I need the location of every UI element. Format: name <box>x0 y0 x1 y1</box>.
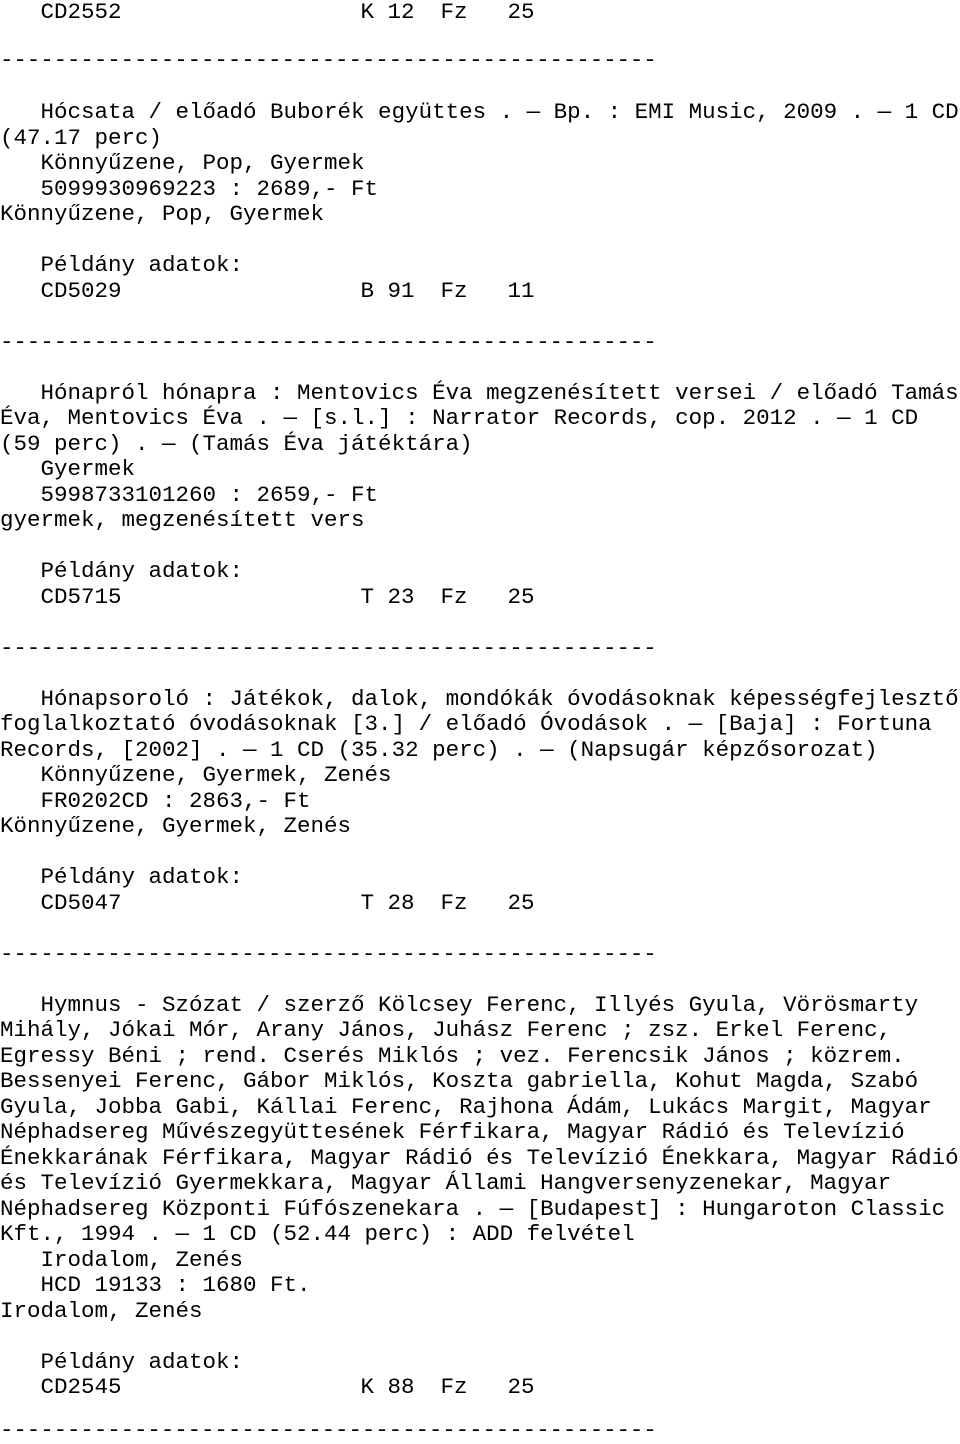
record-description-line: foglalkoztató óvodásoknak [3.] / előadó Óvodások . — [Baja] : Fortuna <box>0 711 932 737</box>
copy-line <box>41 279 535 305</box>
record-description-line: Mihály, Jókai Mór, Arany János, Juhász Ferenc ; zsz. Erkel Ferenc, <box>0 1017 892 1043</box>
copy-section: Fz <box>440 1374 468 1400</box>
copy-shelf: K 88 <box>360 1374 415 1400</box>
copy-id: CD5715 <box>40 583 122 610</box>
record-description-line: Hymnus - Szózat / szerző Kölcsey Ferenc, Illyés Gyula, Vörösmarty <box>0 991 919 1018</box>
copy-heading: Példány adatok: <box>40 1348 244 1375</box>
separator: ------------------------------------------------- <box>0 634 657 661</box>
record-description-line: Bessenyei Ferenc, Gábor Miklós, Koszta gabriella, Kohut Magda, Szabó <box>0 1068 919 1094</box>
separator: ------------------------------------------------- <box>0 47 657 73</box>
record-description-line: Énekkarának Férfikara, Magyar Rádió és Televízió Énekkara, Magyar Rádió <box>0 1144 959 1171</box>
record-keywords: gyermek, megzenésített vers <box>0 507 365 533</box>
record-description-line: és Televízió Gyermekkara, Magyar Állami Hangversenyzenekar, Magyar <box>0 1170 892 1196</box>
record-description-line: Hócsata / előadó Buborék együttes . — Bp. : EMI Music, 2009 . — 1 CD <box>0 99 959 125</box>
record-description-line: (47.17 perc) <box>0 124 163 151</box>
record-subjects: Gyermek <box>40 456 136 482</box>
copy-section: Fz <box>440 0 468 25</box>
copy-shelf: K 12 <box>360 0 415 25</box>
copy-shelf: T 23 <box>360 583 415 610</box>
copy-count: 25 <box>507 0 535 25</box>
record-keywords: Irodalom, Zenés <box>0 1297 203 1324</box>
copy-line <box>41 891 535 917</box>
record-description-line: (59 perc) . — (Tamás Éva játéktára) <box>0 430 473 457</box>
separator: ------------------------------------------------- <box>0 328 657 355</box>
separator: ------------------------------------------------- <box>0 940 657 967</box>
record-description-line: Gyula, Jobba Gabi, Kállai Ferenc, Rajhona Ádám, Lukács Margit, Magyar <box>0 1093 932 1120</box>
record-description-line: Egressy Béni ; rend. Cserés Miklós ; vez. Ferencsik János ; közrem. <box>0 1042 905 1069</box>
copy-count: 25 <box>507 889 535 916</box>
record-isbn-price: HCD 19133 : 1680 Ft. <box>40 1272 311 1298</box>
record-subjects: Irodalom, Zenés <box>40 1246 244 1273</box>
record-isbn-price: FR0202CD : 2863,- Ft <box>40 787 311 814</box>
copy-count: 25 <box>507 1374 535 1400</box>
copy-id: CD5029 <box>40 277 122 304</box>
copy-id: CD2545 <box>40 1374 122 1400</box>
copy-heading: Példány adatok: <box>40 864 244 890</box>
copy-line <box>41 585 535 611</box>
copy-line <box>41 1375 535 1401</box>
separator: ------------------------------------------------- <box>0 1417 657 1443</box>
record-isbn-price: 5099930969223 : 2689,- Ft <box>40 175 379 202</box>
copy-shelf: B 91 <box>360 277 415 304</box>
copy-line <box>41 0 535 26</box>
record-keywords: Könnyűzene, Gyermek, Zenés <box>0 813 352 839</box>
record-description-line: Néphadsereg Művészegyüttesének Férfikara, Magyar Rádió és Televízió <box>0 1119 905 1145</box>
copy-id: CD2552 <box>40 0 122 25</box>
copy-count: 11 <box>507 277 535 304</box>
copy-shelf: T 28 <box>360 889 415 916</box>
record-description-line: Éva, Mentovics Éva . — [s.l.] : Narrator Records, cop. 2012 . — 1 CD <box>0 405 919 431</box>
record-subjects: Könnyűzene, Gyermek, Zenés <box>40 762 392 788</box>
copy-id: CD5047 <box>40 889 122 916</box>
record-description-line: Hónapról hónapra : Mentovics Éva megzenésített versei / előadó Tamás <box>0 379 959 406</box>
record-description-line: Records, [2002] . — 1 CD (35.32 perc) . — (Napsugár képzősorozat) <box>0 736 878 763</box>
record-description-line: Kft., 1994 . — 1 CD (52.44 perc) : ADD felvétel <box>0 1221 635 1247</box>
copy-section: Fz <box>440 277 468 304</box>
copy-section: Fz <box>440 583 468 610</box>
record-keywords: Könnyűzene, Pop, Gyermek <box>0 201 325 227</box>
record-isbn-price: 5998733101260 : 2659,- Ft <box>40 481 379 508</box>
copy-heading: Példány adatok: <box>40 252 244 278</box>
record-subjects: Könnyűzene, Pop, Gyermek <box>40 150 365 176</box>
copy-count: 25 <box>507 583 535 610</box>
record-description-line: Hónapsoroló : Játékok, dalok, mondókák óvodásoknak képességfejlesztő <box>0 685 959 712</box>
copy-heading: Példány adatok: <box>40 558 244 584</box>
copy-section: Fz <box>440 889 468 916</box>
record-description-line: Néphadsereg Központi Fúfószenekara . — [Budapest] : Hungaroton Classic <box>0 1195 946 1222</box>
